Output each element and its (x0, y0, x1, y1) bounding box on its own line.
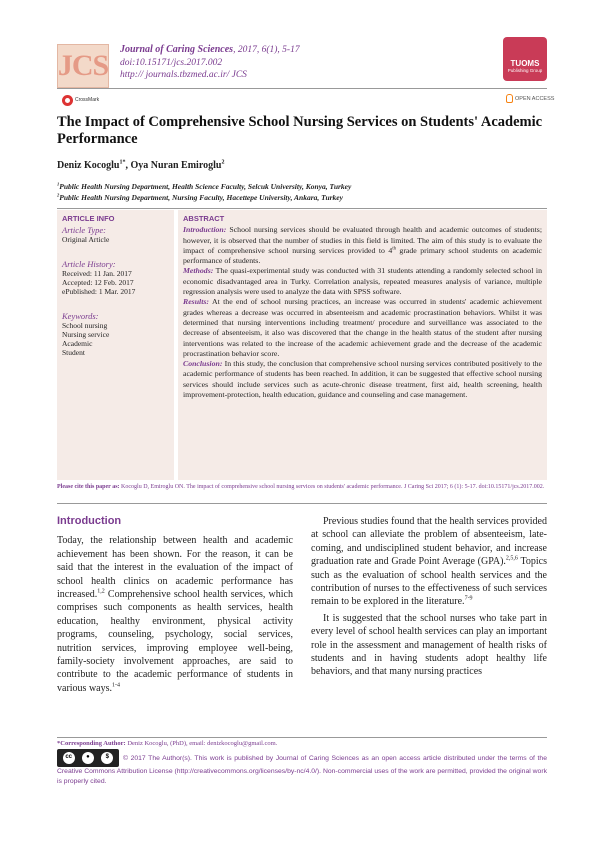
accepted-date: Accepted: 12 Feb. 2017 (62, 278, 134, 287)
affiliation-text: Public Health Nursing Department, Health Science Faculty, Selcuk University, Konya, Turkey (59, 182, 352, 191)
body-paragraph (57, 534, 293, 695)
reference-sup: 1-4 (112, 682, 120, 689)
abstract-label: Conclusion: (183, 359, 223, 369)
citation-text: Kocoglu D, Emiroglu ON. The impact of comprehensive school nursing services on students' academic performance. J Caring Sci 2017; 6 (1): 5-17. doi:10.15171/jcs.2017.002. (119, 484, 545, 490)
abstract-text: grade primary school students on academic performance of students. (183, 245, 542, 266)
abstract-results (183, 297, 542, 359)
abstract-conclusion (183, 359, 542, 400)
article-type-value: Original Article (62, 235, 110, 244)
section-divider (57, 208, 547, 209)
journal-logo: JCS (57, 44, 109, 88)
abstract-text: The quasi-experimental study was conducted with 31 students attending a randomly selected school in economic disadvantaged area in Turky. Correlation analysis, repeated measures analysis of variance, multiple regression analysis were used to analyze the data with SPSS software. (183, 266, 542, 297)
corresponding-text: Deniz Kocoglu, (PhD), email: denizkocoglu@gmail.com. (125, 740, 278, 747)
license-text: © 2017 The Author(s). This work is published by Journal of Caring Sciences as an open access article distributed under the terms of the Creative Commons Attribution License (http://creativecommons.org/licenses/by-nc/4.0/). Non-commercial uses of the work are permitted, provided the original work is properly cited. (57, 754, 547, 785)
keywords-label: Keywords: (62, 311, 99, 321)
affiliation (57, 193, 351, 204)
publisher-subtitle: Publishing Group (507, 68, 543, 73)
abstract-text: At the end of school nursing practices, an increase was occurred in students' academic achievement grades whereas a decrease was occurred in absenteeism and academic procrastination behaviors. Whilst it was determined that nursing interventions including treatment/ procedure and surveillance was associated to the decrease of absenteeism, it also was discovered that the change in the health status of the student after nursing interventions was related to the increase of the academic achievement grade and the decrease of the academic procrastination behavior score. (183, 297, 542, 358)
author-sup: 2 (221, 159, 225, 166)
affiliation (57, 182, 351, 193)
publisher-logo (503, 37, 547, 81)
body-paragraph: It is suggested that the school nurses who take part in every level of school health services can play an important role in the assessment and management of health risks of students and in having students adopt healthy life behaviors, and that many nursing practices (311, 612, 547, 678)
article-history-label: Article History: (62, 259, 116, 269)
abstract-sup: th (392, 246, 396, 252)
creative-commons-icon[interactable] (57, 749, 119, 767)
author-name: Deniz Kocoglu (57, 160, 120, 171)
epublished-date: ePublished: 1 Mar. 2017 (62, 287, 136, 296)
body-paragraph (311, 515, 547, 609)
publisher-name: TUOMS (510, 59, 540, 68)
body-text: Today, the relationship between health and academic achievement has been shown. For the reason, it can be said that the interest in the evaluation of the impact of school health clinics on academic performance has increased. (57, 535, 293, 601)
abstract-label: Methods: (183, 266, 214, 276)
abstract-label: Results: (183, 297, 209, 307)
open-access-badge (506, 94, 554, 103)
article-info-box (57, 210, 174, 480)
header-divider (57, 88, 547, 89)
body-text: Previous studies found that the health services provided at school can alleviate the problem of absenteeism, late-coming, and undisciplined student behavior, and increase graduation rate and Grade Point Average (GPA). (311, 516, 547, 568)
keyword: Academic (62, 339, 93, 348)
journal-doi[interactable]: doi:10.15171/jcs.2017.002 (120, 57, 223, 68)
body-text: Topics such as the evaluation of school health services and the contribution of nurses to the effectiveness of such services remain to be explored in the literature. (311, 556, 547, 608)
reference-sup: 7-9 (464, 596, 473, 603)
abstract-heading: ABSTRACT (183, 214, 225, 223)
abstract-methods (183, 266, 542, 297)
open-access-label: OPEN ACCESS (515, 95, 555, 102)
author-separator: , (125, 160, 131, 171)
cc-icon: cc (63, 752, 75, 764)
corresponding-label: *Corresponding Author: (57, 740, 126, 747)
keyword: Student (62, 348, 85, 357)
noncommercial-icon: $ (101, 752, 113, 764)
citation-label: Please cite this paper as: (57, 484, 120, 490)
reference-sup: 2,5,6 (505, 555, 518, 562)
corresponding-author (57, 737, 547, 747)
author-name: Oya Nuran Emiroglu (130, 160, 222, 171)
abstract-label: Introduction: (183, 225, 227, 235)
crossmark-label: CrossMark (75, 97, 100, 103)
affiliations (57, 182, 351, 203)
body-text: Comprehensive school health services, which comprises such components as health services, health education, healthy environment, physical activity programs, counseling, psychology, social services, nutrition services, improving employee well-being, family-society involvement approaches, are said to contribute to the academic performance of students in various ways. (57, 589, 293, 694)
received-date: Received: 11 Jan. 2017 (62, 269, 132, 278)
affiliation-sup: 1 (57, 181, 60, 187)
journal-header (120, 44, 300, 82)
paper-title: The Impact of Comprehensive School Nursing Services on Students' Academic Performance (57, 114, 543, 147)
attribution-icon: ● (82, 752, 94, 764)
crossmark-icon (62, 95, 73, 106)
abstract-text: School nursing services should be evaluated through health and academic outcomes of students; however, it is observed that the number of studies in this field is limited. The aim of this study is to evaluate the impact of comprehensive school nursing services provided to 4 (183, 225, 542, 255)
abstract-introduction (183, 225, 542, 266)
open-lock-icon (506, 94, 513, 103)
affiliation-sup: 2 (57, 192, 60, 197)
license-note (57, 749, 547, 786)
crossmark-badge[interactable] (62, 93, 112, 107)
affiliation-text: Public Health Nursing Department, Nursing Faculty, Hacettepe University, Ankara, Turkey (59, 192, 343, 202)
keyword: School nursing (62, 321, 108, 330)
abstract-box (178, 210, 547, 480)
section-divider (57, 503, 547, 504)
body-column-left (57, 515, 293, 695)
reference-sup: 1,2 (97, 588, 105, 595)
article-type-label: Article Type: (62, 225, 106, 235)
citation-note (57, 483, 547, 492)
section-heading: Introduction (57, 515, 122, 527)
body-column-right (311, 515, 547, 679)
keyword: Nursing service (62, 330, 110, 339)
journal-name: Journal of Caring Sciences (120, 44, 234, 55)
author-sup: 1* (119, 159, 126, 166)
abstract-text: In this study, the conclusion that comprehensive school nursing services contributed positively to the academic performance of students has been reached. In addition, it can be suggested that effective school nursing services should include services such as acute-chronic disease treatment, first aid, health screening, health improvement-protection, health education, guidance and counseling and case management. (183, 359, 542, 400)
journal-url[interactable]: http:// journals.tbzmed.ac.ir/ JCS (120, 70, 247, 80)
journal-citation: , 2017, 6(1), 5-17 (233, 45, 300, 55)
article-info-heading: ARTICLE INFO (62, 214, 115, 223)
author-list (57, 160, 224, 171)
